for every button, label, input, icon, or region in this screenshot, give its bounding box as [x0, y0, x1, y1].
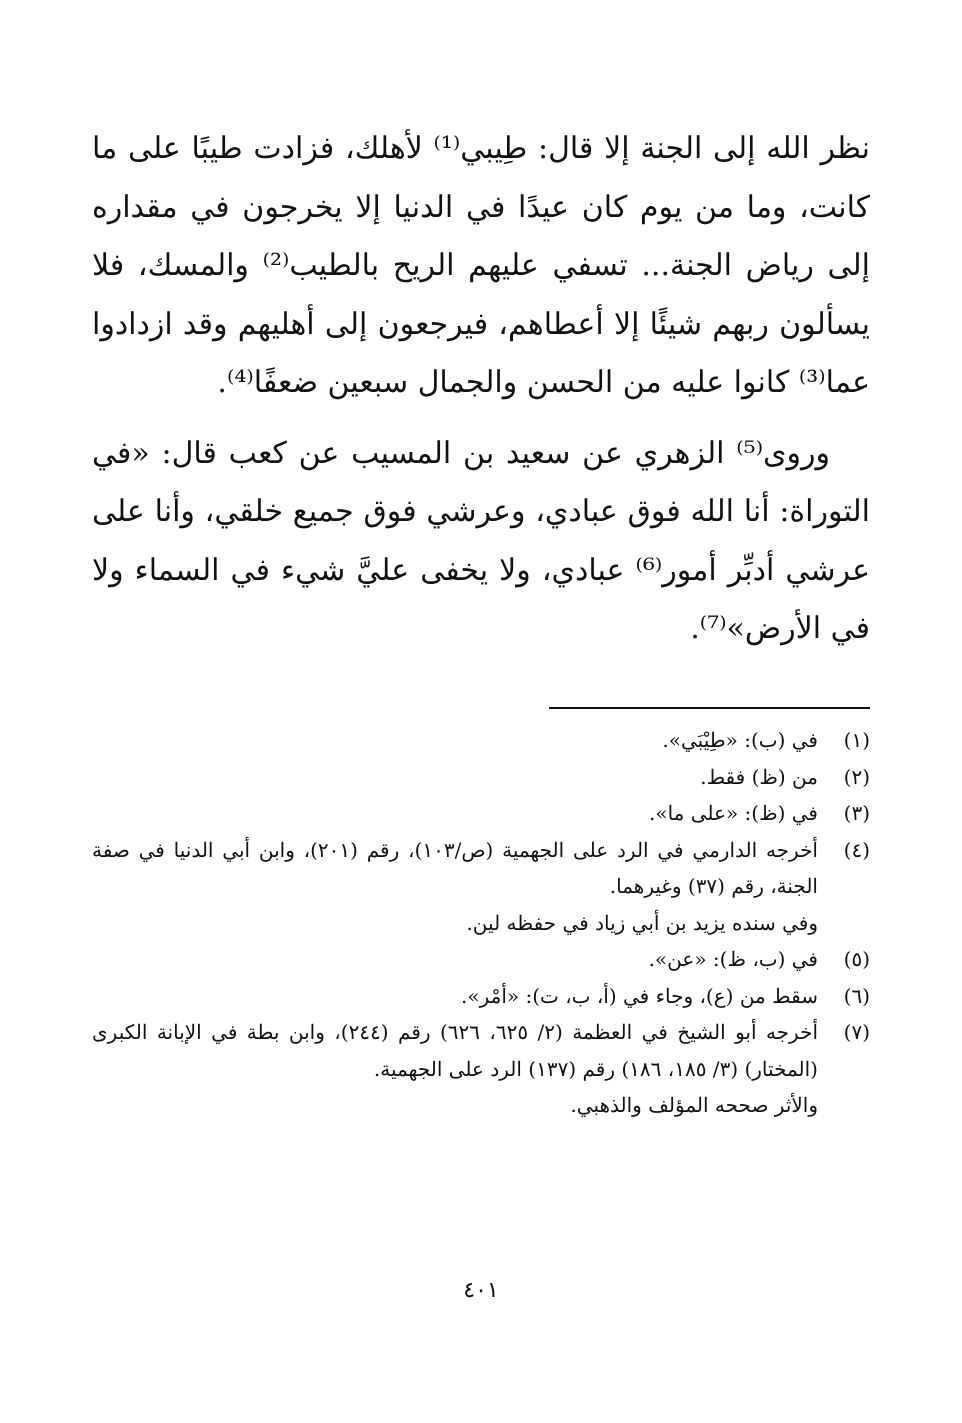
footnote-number: (٤)	[843, 837, 870, 862]
footnote-line: أخرجه أبو الشيخ في العظمة (٢/ ٦٢٥، ٦٢٦) رقم (٢٤٤)، وابن بطة في الإبانة الكبرى (المختار) (٣/ ١٨٥، ١٨٦) رقم (١٣٧) الرد على الجهمية.	[92, 1020, 818, 1081]
main-text	[92, 120, 870, 659]
footnote-line: في (ب): «طِيْبَي».	[662, 728, 818, 752]
footnote-line: في (ب، ظ): «عن».	[648, 947, 818, 971]
paragraph-2: وروى⁽⁵⁾ الزهري عن سعيد بن المسيب عن كعب قال: «في التوراة: أنا الله فوق عبادي، وعرشي فوق جميع خلقي، وأنا على عرشي أدبِّر أمور⁽⁶⁾ عبادي، ولا يخفى عليَّ شيء في السماء ولا في الأرض»⁽⁷⁾.	[92, 435, 870, 646]
footnote-text	[92, 759, 818, 796]
footnote-line: والأثر صححه المؤلف والذهبي.	[570, 1093, 818, 1117]
footnote-number: (٦)	[843, 983, 870, 1008]
footnote-5	[92, 941, 870, 978]
footnote-line: من (ظ) فقط.	[700, 764, 818, 789]
footnote-text	[92, 978, 818, 1015]
footnote-number: (٧)	[843, 1020, 870, 1044]
footnote-line: أخرجه الدارمي في الرد على الجهمية (ص/١٠٣)، رقم (٢٠١)، وابن أبي الدنيا في صفة الجنة، رقم (٣٧) وغيرهما.	[92, 837, 818, 898]
paragraph-1: نظر الله إلى الجنة إلا قال: طِيبي⁽¹⁾ لأهلك، فزادت طيبًا على ما كانت، وما من يوم كان عيدًا في الدنيا إلا يخرجون في مقداره إلى رياض الجنة... تسفي عليهم الريح بالطيب⁽²⁾ والمسك، فلا يسألون ربهم شيئًا إلا أعطاهم، فيرجعون إلى أهليهم وقد ازدادوا عما⁽³⁾ كانوا عليه من الحسن والجمال سبعين ضعفًا⁽⁴⁾.	[92, 131, 870, 400]
footnote-text	[92, 795, 818, 832]
footnote-4	[92, 832, 870, 942]
footnote-number: (٣)	[843, 801, 870, 825]
footnote-line: سقط من (ع)، وجاء في (أ، ب، ت): «أمْر».	[460, 983, 818, 1008]
page-number: ٤٠١	[463, 1278, 499, 1303]
footnote-2	[92, 759, 870, 796]
footnote-line: في (ظ): «على ما».	[648, 801, 818, 825]
footnote-7	[92, 1014, 870, 1124]
footnotes	[92, 722, 870, 1124]
footnote-number: (١)	[843, 728, 870, 752]
footnote-text	[92, 941, 818, 978]
footnote-text	[92, 722, 818, 759]
footnote-6	[92, 978, 870, 1015]
footnote-separator	[549, 707, 870, 709]
footnote-3	[92, 795, 870, 832]
footnote-text	[92, 1014, 818, 1124]
footnote-number: (٥)	[843, 947, 870, 971]
footnote-text	[92, 832, 818, 942]
footnote-1	[92, 722, 870, 759]
footnote-line: وفي سنده يزيد بن أبي زياد في حفظه لين.	[466, 910, 818, 935]
footnote-number: (٢)	[843, 764, 870, 789]
